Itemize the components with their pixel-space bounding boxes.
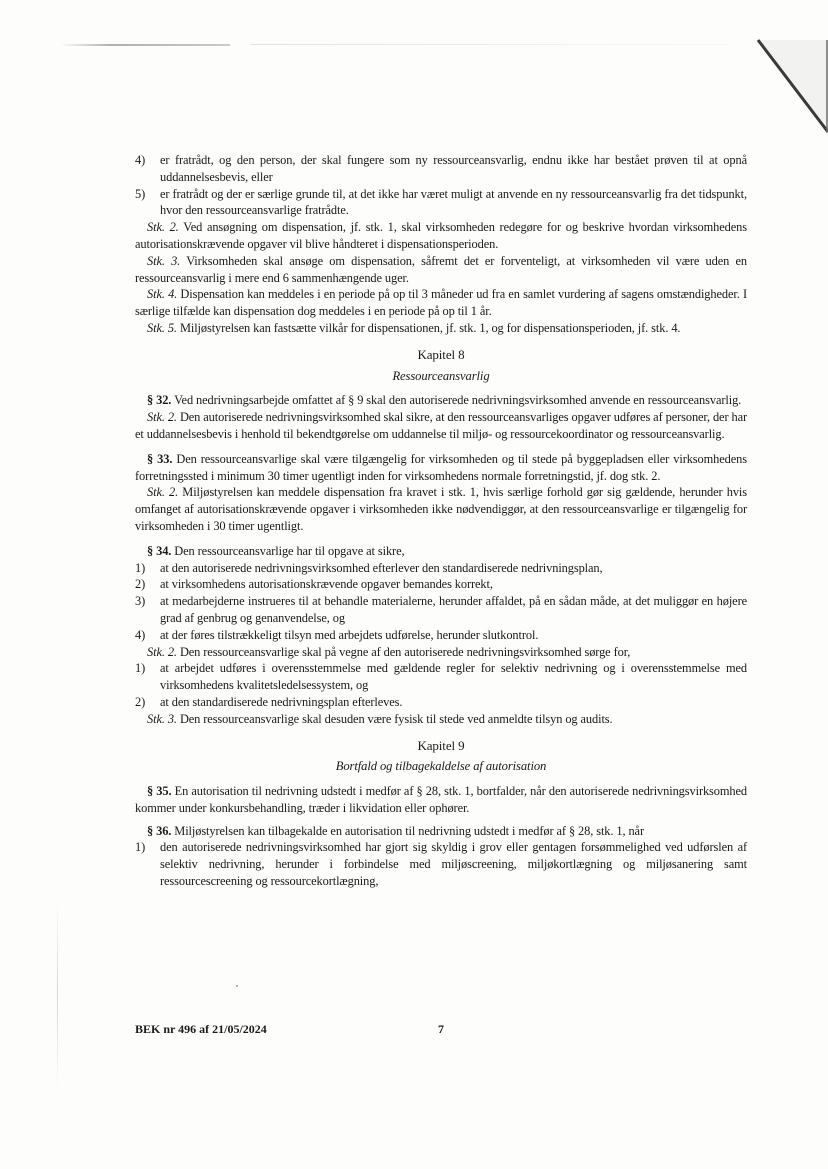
stk-paragraph: Stk. 2. Den autoriserede nedrivningsvirksomhed skal sikre, at den ressourceansvarliges opgaver udføres af personer, der har et uddannelsesbevis i henhold til bekendtgørelse om uddannelse til miljø- og ressourcekoordinator og ressourceansvarlig. bbox=[135, 410, 747, 441]
list-item: 4) at der føres tilstrækkeligt tilsyn med arbejdets udførelse, herunder slutkontrol. bbox=[135, 627, 539, 642]
list-item: 1) den autoriserede nedrivningsvirksomhed har gjort sig skyldig i grov eller gentagen forsømmelighed ved udførslen af selektiv nedrivning, herunder i forbindelse med miljøscreening, miljøkortlægning og miljøsanering samt ressourcescreening og ressourcekortlægning, bbox=[135, 840, 747, 889]
list-item: 5) er fratrådt og der er særlige grunde til, at det ikke har været muligt at anvende en ny ressourceansvarlig fra det tidspunkt, hvor den ressourceansvarlige fratrådte. bbox=[135, 186, 747, 218]
footer-doc-reference: BEK nr 496 af 21/05/2024 bbox=[135, 1022, 267, 1036]
section-32: § 32. Ved nedrivningsarbejde omfattet af § 9 skal den autoriserede nedrivningsvirksomhed anvende en ressourceansvarlig. bbox=[147, 393, 742, 408]
section-34: § 34. Den ressourceansvarlige har til opgave at sikre, bbox=[147, 543, 405, 558]
list-item: 4) er fratrådt, og den person, der skal fungere som ny ressourceansvarlig, endnu ikke har bestået prøven til at opnå uddannelsesbevis, eller bbox=[135, 153, 747, 184]
scan-artifact-line bbox=[60, 44, 230, 46]
stk-paragraph: Stk. 5. Miljøstyrelsen kan fastsætte vilkår for dispensationen, jf. stk. 1, og for dispensationsperioden, jf. stk. 4. bbox=[147, 320, 681, 335]
stk-paragraph: Stk. 2. Ved ansøgning om dispensation, jf. stk. 1, skal virksomheden redegøre for og beskrive hvordan virksomhedens autorisationskrævende opgaver vil blive håndteret i dispensationsperioden. bbox=[135, 220, 747, 251]
stk-paragraph: Stk. 2. Miljøstyrelsen kan meddele dispensation fra kravet i stk. 1, hvis særlige forhold gør sig gældende, herunder hvis omfanget af autorisationskrævende opgaver i virksomheden ikke nødvendiggør, at den ressourceansvarlige er tilgængelig for virksomheden i 30 timer ugentligt. bbox=[135, 485, 747, 533]
list-item: 2) at den standardiserede nedrivningsplan efterleves. bbox=[135, 694, 403, 709]
section-33: § 33. Den ressourceansvarlige skal være tilgængelig for virksomheden og til stede på byggepladsen eller virksomhedens forretningssted i minimum 30 timer ugentligt inden for virksomhedens normale forretningstid, jf. dog stk. 2. bbox=[135, 451, 747, 483]
list-item: 3) at medarbejderne instrueres til at behandle materialerne, herunder affaldet, på en sådan måde, at det muliggør en højere grad af genbrug og genanvendelse, og bbox=[135, 594, 747, 625]
scan-artifact-line-faint bbox=[250, 44, 730, 45]
section-36: § 36. Miljøstyrelsen kan tilbagekalde en autorisation til nedrivning udstedt i medfør af § 28, stk. 1, når bbox=[147, 823, 644, 838]
chapter-subtitle: Bortfald og tilbagekaldelse af autorisation bbox=[335, 759, 547, 774]
list-item: 1) at arbejdet udføres i overensstemmelse med gældende regler for selektiv nedrivning og i overensstemmelse med virksomhedens kvalitetsledelsessystem, og bbox=[135, 661, 747, 693]
stk-paragraph: Stk. 2. Den ressourceansvarlige skal på vegne af den autoriserede nedrivningsvirksomhed sørge for, bbox=[147, 644, 631, 659]
scan-margin-shadow bbox=[57, 900, 58, 1090]
list-item: 2) at virksomhedens autorisationskrævende opgaver bemandes korrekt, bbox=[135, 577, 493, 592]
stk-paragraph: Stk. 4. Dispensation kan meddeles i en periode på op til 3 måneder ud fra en samlet vurdering af sagens omstændigheder. I særlige tilfælde kan dispensation dog meddeles i en periode på op til 1 år. bbox=[135, 287, 747, 319]
document-body bbox=[135, 152, 747, 890]
scan-speck bbox=[236, 985, 238, 987]
stk-paragraph: Stk. 3. Den ressourceansvarlige skal desuden være fysisk til stede ved anmeldte tilsyn og audits. bbox=[147, 711, 613, 726]
page-number: 7 bbox=[438, 1022, 444, 1036]
chapter-heading: Kapitel 9 bbox=[417, 737, 465, 753]
chapter-heading: Kapitel 8 bbox=[417, 346, 465, 362]
folded-corner-mark bbox=[728, 30, 828, 140]
list-item: 1) at den autoriserede nedrivningsvirksomhed efterlever den standardiserede nedrivningsplan, bbox=[135, 560, 603, 575]
stk-paragraph: Stk. 3. Virksomheden skal ansøge om dispensation, såfremt det er forventeligt, at virksomheden vil være uden en ressourceansvarlig i mere end 6 sammenhængende uger. bbox=[135, 253, 747, 285]
chapter-subtitle: Ressourceansvarlig bbox=[392, 368, 490, 383]
section-35: § 35. En autorisation til nedrivning udstedt i medfør af § 28, stk. 1, bortfalder, når den autoriserede nedrivningsvirksomhed kommer under konkursbehandling, træder i likvidation eller ophører. bbox=[135, 784, 748, 815]
